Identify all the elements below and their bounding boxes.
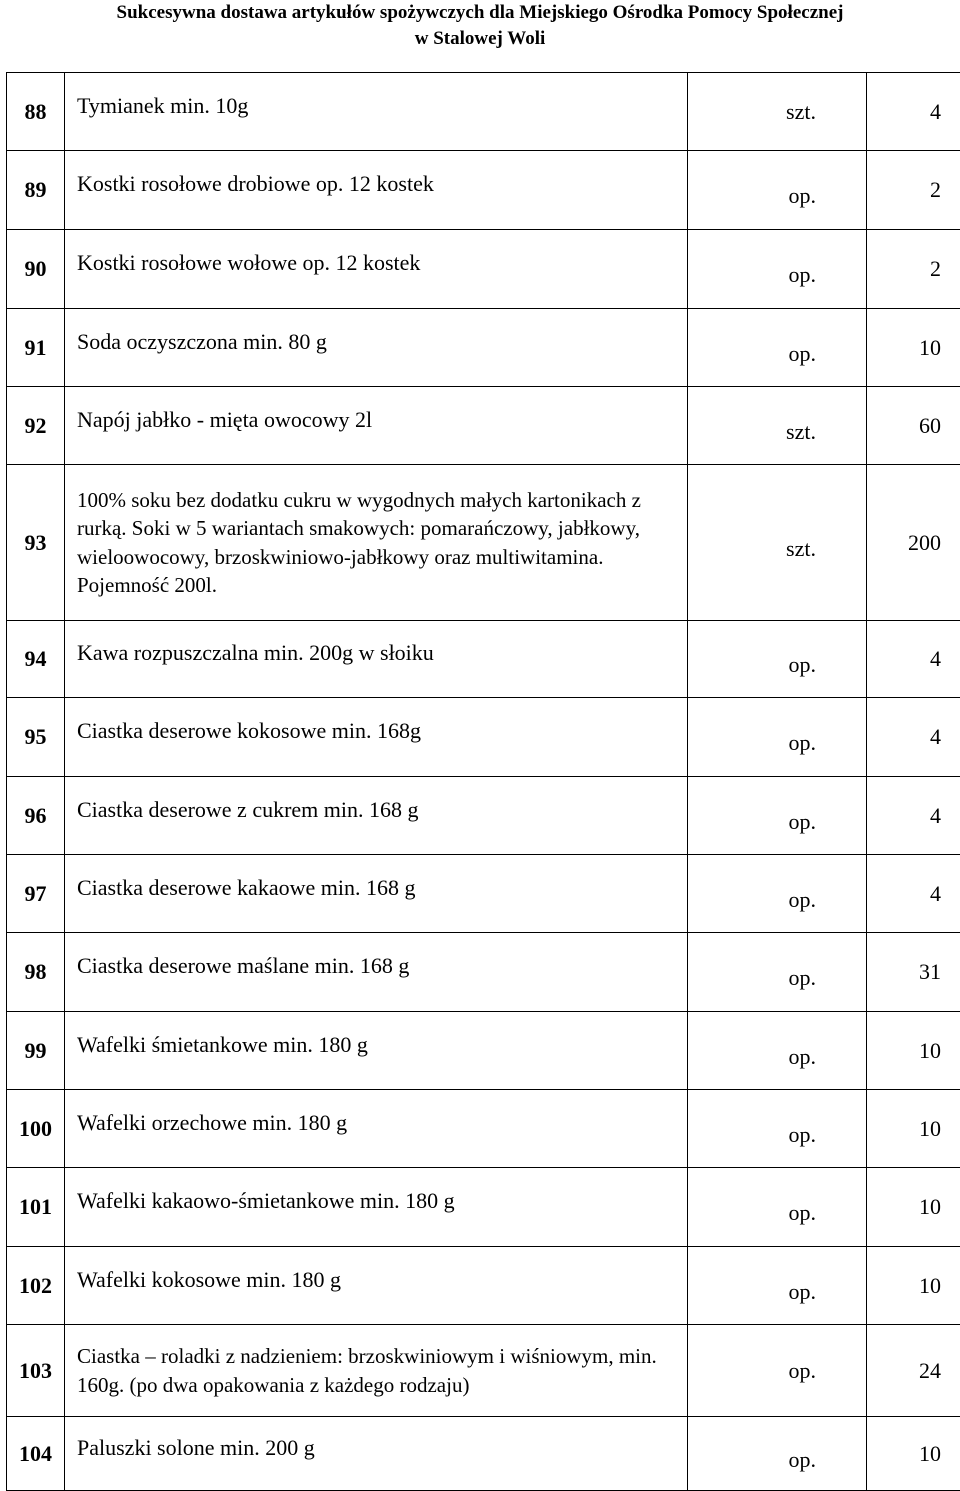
row-number: 99 [7, 1012, 65, 1090]
item-description-text: Wafelki kakaowo-śmietankowe min. 180 g [77, 1188, 455, 1213]
item-quantity: 4 [867, 777, 960, 855]
item-unit-text: szt. [786, 419, 816, 444]
item-description-text: Kostki rosołowe wołowe op. 12 kostek [77, 250, 420, 275]
row-number: 96 [7, 777, 65, 855]
item-quantity: 10 [867, 1417, 960, 1491]
row-number: 101 [7, 1168, 65, 1247]
table-row [7, 387, 960, 465]
item-quantity: 10 [867, 1168, 960, 1247]
item-description [65, 309, 688, 387]
row-number: 103 [7, 1325, 65, 1417]
item-description-text: Ciastka deserowe kokosowe min. 168g [77, 718, 421, 743]
row-number: 89 [7, 151, 65, 230]
item-quantity: 31 [867, 933, 960, 1012]
table-row [7, 698, 960, 777]
item-description-text: Wafelki kokosowe min. 180 g [77, 1267, 341, 1292]
document-header [0, 0, 960, 52]
table-row [7, 1417, 960, 1491]
item-quantity: 4 [867, 73, 960, 151]
header-title-line-1: Sukcesywna dostawa artykułów spożywczych dla Miejskiego Ośrodka Pomocy Społecznej [0, 0, 960, 26]
item-unit [688, 933, 867, 1012]
table-row [7, 855, 960, 933]
item-quantity: 4 [867, 621, 960, 698]
item-unit [688, 1090, 867, 1168]
item-description-text: Wafelki śmietankowe min. 180 g [77, 1032, 368, 1057]
row-number: 90 [7, 230, 65, 309]
table-row [7, 230, 960, 309]
item-description-text: Soda oczyszczona min. 80 g [77, 329, 327, 354]
item-unit-text: op. [789, 730, 817, 755]
item-unit-text: op. [789, 1200, 817, 1225]
item-description [65, 1090, 688, 1168]
item-quantity: 2 [867, 151, 960, 230]
item-description-text: Ciastka deserowe maślane min. 168 g [77, 953, 409, 978]
item-description [65, 698, 688, 777]
item-description [65, 387, 688, 465]
item-quantity: 4 [867, 855, 960, 933]
item-description [65, 777, 688, 855]
item-unit [688, 1417, 867, 1491]
table-row [7, 1247, 960, 1325]
table-row [7, 777, 960, 855]
item-description-text: Kawa rozpuszczalna min. 200g w słoiku [77, 640, 434, 665]
item-description [65, 1417, 688, 1491]
row-number: 94 [7, 621, 65, 698]
row-number: 102 [7, 1247, 65, 1325]
item-description-text: Wafelki orzechowe min. 180 g [77, 1110, 347, 1135]
item-description-text: Kostki rosołowe drobiowe op. 12 kostek [77, 171, 434, 196]
item-description [65, 1012, 688, 1090]
item-unit-text: op. [789, 341, 817, 366]
item-unit [688, 855, 867, 933]
table-row [7, 1090, 960, 1168]
item-description [65, 855, 688, 933]
table-row [7, 151, 960, 230]
item-description-text: Napój jabłko - mięta owocowy 2l [77, 407, 372, 432]
item-quantity: 10 [867, 1090, 960, 1168]
row-number: 88 [7, 73, 65, 151]
header-title-line-2: w Stalowej Woli [0, 26, 960, 52]
item-quantity: 60 [867, 387, 960, 465]
item-quantity: 10 [867, 1247, 960, 1325]
item-unit-text: op. [789, 1447, 817, 1472]
item-description [65, 621, 688, 698]
items-table [6, 72, 960, 1491]
item-quantity: 4 [867, 698, 960, 777]
item-description [65, 1247, 688, 1325]
item-unit [688, 230, 867, 309]
row-number: 91 [7, 309, 65, 387]
item-unit-text: op. [789, 183, 817, 208]
item-unit [688, 309, 867, 387]
item-quantity: 2 [867, 230, 960, 309]
items-table-body [7, 73, 960, 1491]
item-description [65, 151, 688, 230]
item-quantity: 200 [867, 465, 960, 621]
item-unit-text: op. [789, 262, 817, 287]
row-number: 93 [7, 465, 65, 621]
row-number: 92 [7, 387, 65, 465]
row-number: 98 [7, 933, 65, 1012]
item-description [65, 73, 688, 151]
item-unit: szt. [688, 73, 867, 151]
item-description: Ciastka – roladki z nadzieniem: brzoskwiniowym i wiśniowym, min. 160g. (po dwa opakowania z każdego rodzaju) [65, 1325, 688, 1417]
item-unit-text: szt. [786, 536, 816, 561]
item-description-text: Paluszki solone min. 200 g [77, 1435, 315, 1460]
row-number: 97 [7, 855, 65, 933]
table-row [7, 1325, 960, 1417]
item-unit [688, 1168, 867, 1247]
item-unit [688, 387, 867, 465]
item-unit [688, 621, 867, 698]
item-unit-text: op. [789, 1279, 817, 1304]
table-row [7, 1168, 960, 1247]
item-unit: op. [688, 1325, 867, 1417]
item-unit-text: op. [789, 887, 817, 912]
item-description: 100% soku bez dodatku cukru w wygodnych małych kartonikach z rurką. Soki w 5 wariantach smakowych: pomarańczowy, jabłkowy, wieloowocowy, brzoskwiniowo-jabłkowy oraz multiwitamina. Pojemność 200l. [65, 465, 688, 621]
item-quantity: 10 [867, 1012, 960, 1090]
item-unit [688, 698, 867, 777]
item-unit-text: op. [789, 652, 817, 677]
item-unit [688, 1012, 867, 1090]
item-description-text: Ciastka deserowe z cukrem min. 168 g [77, 797, 419, 822]
item-unit-text: op. [789, 809, 817, 834]
item-unit [688, 1247, 867, 1325]
item-description-text: Tymianek min. 10g [77, 93, 248, 118]
table-row [7, 933, 960, 1012]
item-unit-text: op. [789, 1044, 817, 1069]
row-number: 100 [7, 1090, 65, 1168]
table-row [7, 73, 960, 151]
table-row [7, 621, 960, 698]
item-description [65, 1168, 688, 1247]
item-unit [688, 151, 867, 230]
item-quantity: 24 [867, 1325, 960, 1417]
row-number: 95 [7, 698, 65, 777]
table-row [7, 1012, 960, 1090]
row-number: 104 [7, 1417, 65, 1491]
item-description [65, 230, 688, 309]
item-unit [688, 777, 867, 855]
table-row [7, 309, 960, 387]
table-row [7, 465, 960, 621]
item-quantity: 10 [867, 309, 960, 387]
item-description [65, 933, 688, 1012]
item-description-text: Ciastka deserowe kakaowe min. 168 g [77, 875, 415, 900]
item-unit-text: op. [789, 965, 817, 990]
item-unit-text: op. [789, 1122, 817, 1147]
item-unit [688, 465, 867, 621]
